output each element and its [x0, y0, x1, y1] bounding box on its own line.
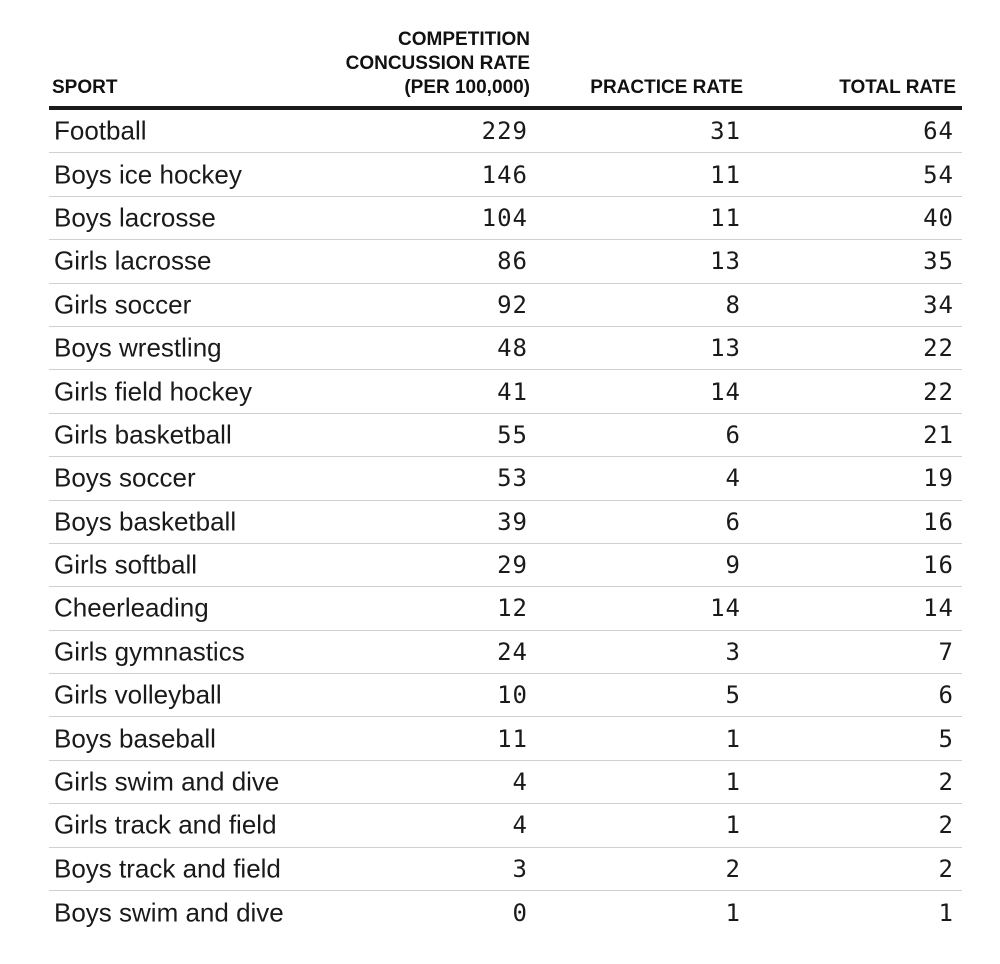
- cell-practice-rate: 11: [710, 203, 741, 232]
- cell-sport: Boys swim and dive: [54, 897, 284, 928]
- cell-total-rate: 22: [923, 377, 954, 406]
- cell-total-rate: 2: [938, 768, 954, 797]
- cell-sport: Girls gymnastics: [54, 636, 245, 667]
- cell-total-rate: 6: [938, 681, 954, 710]
- cell-practice-rate: 14: [710, 594, 741, 623]
- cell-total-rate: 16: [923, 507, 954, 536]
- cell-sport: Boys lacrosse: [54, 202, 216, 233]
- cell-competition-rate: 0: [512, 898, 528, 927]
- cell-sport: Boys soccer: [54, 462, 196, 493]
- cell-competition-rate: 53: [497, 464, 528, 493]
- table-row: [49, 674, 962, 717]
- cell-competition-rate: 4: [512, 768, 528, 797]
- cell-competition-rate: 24: [497, 637, 528, 666]
- cell-total-rate: 7: [938, 637, 954, 666]
- cell-practice-rate: 14: [710, 377, 741, 406]
- table-row: [49, 891, 962, 934]
- cell-competition-rate: 12: [497, 594, 528, 623]
- cell-sport: Boys basketball: [54, 506, 237, 537]
- cell-sport: Football: [54, 115, 147, 146]
- cell-practice-rate: 13: [710, 334, 741, 363]
- table-row: [49, 414, 962, 457]
- cell-practice-rate: 4: [725, 464, 741, 493]
- table-row: [49, 110, 962, 153]
- cell-practice-rate: 31: [710, 117, 741, 146]
- cell-practice-rate: 13: [710, 247, 741, 276]
- cell-sport: Girls soccer: [54, 289, 192, 320]
- table-row: [49, 717, 962, 760]
- cell-competition-rate: 48: [497, 334, 528, 363]
- table-row: [49, 804, 962, 847]
- cell-sport: Girls softball: [54, 549, 198, 580]
- table-row: [49, 370, 962, 413]
- cell-practice-rate: 1: [725, 724, 741, 753]
- cell-practice-rate: 9: [725, 551, 741, 580]
- cell-competition-rate: 86: [497, 247, 528, 276]
- cell-sport: Girls swim and dive: [54, 766, 280, 797]
- cell-sport: Girls lacrosse: [54, 245, 212, 276]
- table-row: [49, 284, 962, 327]
- table-row: [49, 587, 962, 630]
- table-row: [49, 848, 962, 891]
- cell-practice-rate: 11: [710, 160, 741, 189]
- cell-total-rate: 54: [923, 160, 954, 189]
- cell-competition-rate: 55: [497, 420, 528, 449]
- cell-total-rate: 19: [923, 464, 954, 493]
- cell-competition-rate: 92: [497, 290, 528, 319]
- table-row: [49, 327, 962, 370]
- table-row: [49, 631, 962, 674]
- cell-total-rate: 16: [923, 551, 954, 580]
- cell-sport: Boys ice hockey: [54, 159, 242, 190]
- cell-competition-rate: 10: [497, 681, 528, 710]
- cell-total-rate: 21: [923, 420, 954, 449]
- cell-practice-rate: 6: [725, 420, 741, 449]
- cell-practice-rate: 3: [725, 637, 741, 666]
- table-row: [49, 197, 962, 240]
- cell-total-rate: 2: [938, 811, 954, 840]
- table-row: [49, 501, 962, 544]
- header-total-rate: TOTAL RATE: [839, 77, 956, 98]
- cell-competition-rate: 11: [497, 724, 528, 753]
- table-row: [49, 240, 962, 283]
- cell-competition-rate: 229: [481, 117, 528, 146]
- table-row: [49, 153, 962, 196]
- header-practice-rate: PRACTICE RATE: [590, 77, 743, 98]
- cell-total-rate: 14: [923, 594, 954, 623]
- cell-practice-rate: 8: [725, 290, 741, 319]
- cell-competition-rate: 4: [512, 811, 528, 840]
- cell-sport: Girls volleyball: [54, 679, 222, 710]
- cell-practice-rate: 2: [725, 854, 741, 883]
- concussion-rate-table: [49, 26, 962, 934]
- cell-sport: Girls track and field: [54, 809, 277, 840]
- cell-total-rate: 2: [938, 854, 954, 883]
- table-body: [49, 110, 962, 934]
- table-header: [49, 26, 962, 110]
- cell-competition-rate: 104: [481, 203, 528, 232]
- cell-sport: Girls field hockey: [54, 376, 252, 407]
- cell-sport: Girls basketball: [54, 419, 232, 450]
- cell-sport: Boys wrestling: [54, 332, 222, 363]
- cell-practice-rate: 1: [725, 811, 741, 840]
- cell-sport: Cheerleading: [54, 592, 209, 623]
- cell-competition-rate: 146: [481, 160, 528, 189]
- cell-total-rate: 35: [923, 247, 954, 276]
- table-row: [49, 544, 962, 587]
- cell-competition-rate: 41: [497, 377, 528, 406]
- cell-total-rate: 34: [923, 290, 954, 319]
- cell-sport: Boys baseball: [54, 723, 216, 754]
- header-competition-rate: COMPETITION CONCUSSION RATE (PER 100,000): [345, 29, 530, 98]
- cell-competition-rate: 39: [497, 507, 528, 536]
- header-sport: SPORT: [52, 77, 118, 98]
- cell-practice-rate: 1: [725, 768, 741, 797]
- cell-practice-rate: 6: [725, 507, 741, 536]
- cell-total-rate: 22: [923, 334, 954, 363]
- cell-total-rate: 64: [923, 117, 954, 146]
- cell-total-rate: 1: [938, 898, 954, 927]
- cell-practice-rate: 5: [725, 681, 741, 710]
- cell-total-rate: 40: [923, 203, 954, 232]
- table-row: [49, 457, 962, 500]
- table-row: [49, 761, 962, 804]
- cell-competition-rate: 3: [512, 854, 528, 883]
- cell-practice-rate: 1: [725, 898, 741, 927]
- cell-sport: Boys track and field: [54, 853, 281, 884]
- cell-total-rate: 5: [938, 724, 954, 753]
- cell-competition-rate: 29: [497, 551, 528, 580]
